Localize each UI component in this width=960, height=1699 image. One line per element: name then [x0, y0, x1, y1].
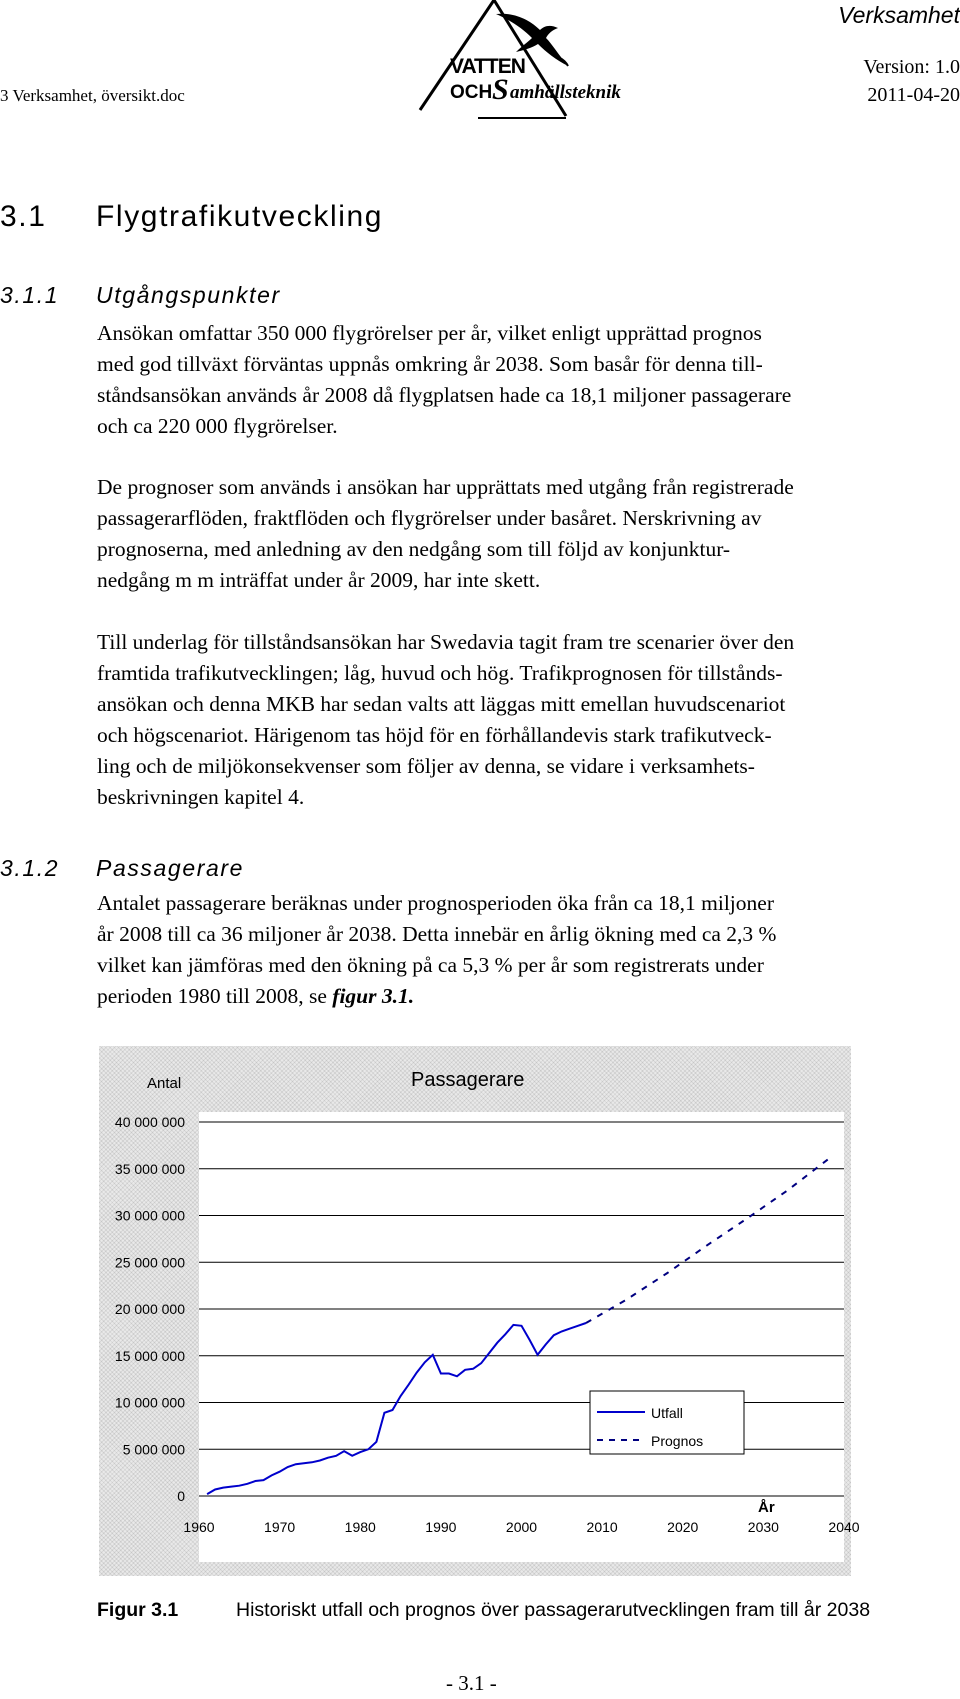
- document-filename: 3 Verksamhet, översikt.doc: [0, 86, 185, 105]
- subsection-number: 3.1.2: [0, 855, 60, 881]
- chart-title: Passagerare: [411, 1069, 525, 1091]
- section-heading: [0, 200, 383, 234]
- x-tick-label: 1970: [264, 1519, 296, 1535]
- text-line: perioden 1980 till 2008, se figur 3.1.: [97, 984, 415, 1008]
- subsection-number: 3.1.1: [0, 282, 60, 308]
- text-line: Ansökan omfattar 350 000 flygrörelser per år, vilket enligt upprättad prognos: [97, 321, 762, 345]
- text-line: och högscenariot. Härigenom tas höjd för en förhållandevis stark trafikutveck-: [97, 723, 772, 747]
- y-tick-label: 30 000 000: [114, 1207, 185, 1224]
- header-version: Version: 1.0: [863, 56, 960, 78]
- vatten-samhallsteknik-logo: [418, 0, 648, 135]
- paragraph: [97, 472, 959, 596]
- text-line: ling och de miljökonsekvenser som följer av denna, se vidare i verksamhets-: [97, 754, 755, 778]
- y-tick-label: 0: [177, 1488, 185, 1504]
- plot-area: [199, 1112, 844, 1562]
- paragraph: [97, 627, 959, 813]
- svg-text:OCH: OCH: [450, 82, 493, 103]
- text-line: beskrivningen kapitel 4.: [97, 785, 305, 809]
- legend-label-prognos: Prognos: [651, 1433, 704, 1449]
- y-tick-label: 5 000 000: [122, 1441, 185, 1458]
- subsection-title: Passagerare: [96, 855, 245, 881]
- chart-legend: [590, 1391, 744, 1454]
- text-line: nedgång m m inträffat under år 2009, har inte skett.: [97, 568, 541, 592]
- y-tick-label: 25 000 000: [114, 1254, 185, 1271]
- section-number: 3.1: [0, 200, 47, 233]
- text-line: med god tillväxt förväntas uppnås omkring år 2038. Som basår för denna till-: [97, 352, 763, 376]
- text-line: Till underlag för tillståndsansökan har Swedavia tagit fram tre scenarier över den: [97, 630, 795, 654]
- y-tick-label: 40 000 000: [114, 1114, 185, 1130]
- text-line: ståndsansökan används år 2008 då flygplatsen hade ca 18,1 miljoner passagerare: [97, 383, 792, 407]
- text-line: ansökan och denna MKB har sedan valts att läggas mitt emellan huvudscenariot: [97, 692, 786, 716]
- section-title: Flygtrafikutveckling: [96, 200, 384, 233]
- text-line: Antalet passagerare beräknas under prognosperioden öka från ca 18,1 miljoner: [97, 891, 774, 915]
- x-tick-label: 1990: [425, 1519, 457, 1535]
- x-tick-label: 2010: [586, 1519, 618, 1535]
- x-tick-label: 2000: [505, 1519, 538, 1535]
- x-tick-label: 2040: [828, 1519, 860, 1535]
- y-tick-label: 20 000 000: [114, 1301, 185, 1317]
- figure-caption-label: Figur 3.1: [97, 1599, 179, 1621]
- text-line: De prognoser som används i ansökan har upprättats med utgång från registrerade: [97, 475, 794, 499]
- page-number: - 3.1 -: [446, 1671, 497, 1695]
- text-line: framtida trafikutvecklingen; låg, huvud och hög. Trafikprognosen för tillstånds-: [97, 661, 783, 685]
- svg-text:S: S: [492, 73, 509, 106]
- subsection-heading-utgangspunkter: [0, 282, 281, 309]
- x-tick-label: 2030: [747, 1519, 779, 1535]
- y-tick-label: 35 000 000: [114, 1160, 185, 1177]
- subsection-heading-passagerare: [0, 855, 244, 882]
- text-line: år 2008 till ca 36 miljoner år 2038. Detta innebär en årlig ökning med ca 2,3 %: [97, 922, 777, 946]
- subsection-title: Utgångspunkter: [96, 282, 281, 308]
- y-tick-label: 10 000 000: [114, 1394, 185, 1411]
- text-line: passagerarflöden, fraktflöden och flygrörelser under basåret. Nerskrivning av: [97, 506, 762, 530]
- y-tick-label: 15 000 000: [114, 1347, 185, 1364]
- header-section-title: Verksamhet: [838, 2, 960, 28]
- text-line: vilket kan jämföras med den ökning på ca 5,3 % per år som registrerats under: [97, 953, 764, 977]
- text-line: prognoserna, med anledning av den nedgång som till följd av konjunktur-: [97, 537, 731, 561]
- figure-reference[interactable]: figur 3.1.: [332, 984, 415, 1008]
- x-tick-label: 1960: [183, 1519, 215, 1535]
- figure-caption-text: Historiskt utfall och prognos över passagerarutvecklingen fram till år 2038: [236, 1599, 871, 1621]
- passagerare-chart: [99, 1046, 860, 1576]
- x-tick-label: 1980: [344, 1519, 376, 1535]
- header-date: 2011-04-20: [867, 84, 960, 106]
- svg-text:amhällsteknik: amhällsteknik: [510, 82, 621, 103]
- legend-label-utfall: Utfall: [651, 1405, 683, 1421]
- y-axis-label: Antal: [147, 1075, 182, 1092]
- svg-text:VATTEN: VATTEN: [450, 55, 525, 78]
- chart-canvas: [99, 1046, 860, 1576]
- paragraph: [97, 888, 959, 1012]
- text-line: och ca 220 000 flygrörelser.: [97, 414, 338, 438]
- x-tick-label: 2020: [667, 1519, 699, 1535]
- x-axis-label: År: [758, 1499, 775, 1516]
- paragraph: [97, 318, 959, 442]
